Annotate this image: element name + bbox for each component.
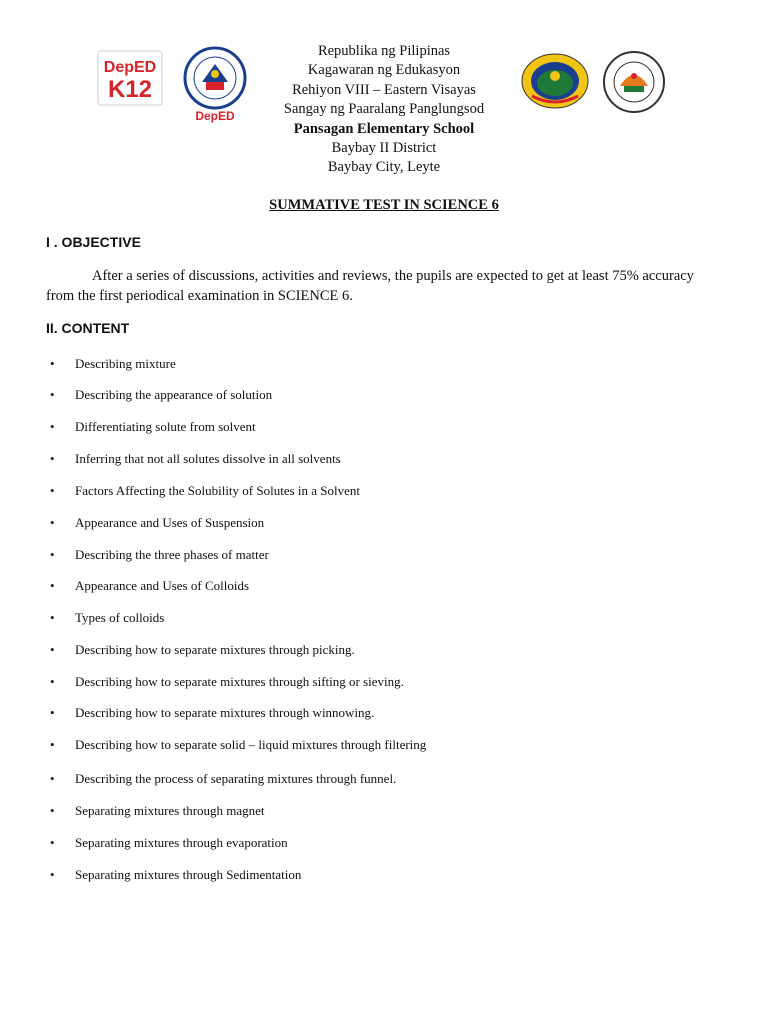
- bullet: •: [50, 451, 55, 466]
- bullet: •: [50, 674, 55, 689]
- k12-logo-line2: K12: [107, 76, 153, 103]
- deped-k12-logo: [97, 50, 163, 106]
- list-item-text: Describing the three phases of matter: [75, 547, 269, 562]
- list-item-text: Describing how to separate mixtures through picking.: [75, 642, 355, 657]
- letterhead: [234, 42, 534, 178]
- list-item-text: Describing how to separate solid – liquid mixtures through filtering: [75, 737, 427, 752]
- bullet: •: [50, 771, 55, 786]
- list-item-text: Describing mixture: [75, 356, 176, 371]
- bullet: •: [50, 867, 55, 882]
- bullet: •: [50, 547, 55, 562]
- list-item-text: Separating mixtures through evaporation: [75, 835, 288, 850]
- header-line: Kagawaran ng Edukasyon: [307, 62, 461, 79]
- content-heading: II. CONTENT: [46, 320, 130, 336]
- list-item-text: Separating mixtures through Sedimentation: [75, 867, 302, 882]
- list-item-text: Appearance and Uses of Colloids: [75, 578, 250, 593]
- header-line: Sangay ng Paaralang Panglungsod: [283, 101, 485, 118]
- list-item-text: Separating mixtures through magnet: [75, 803, 265, 818]
- list-item-text: Describing the appearance of solution: [75, 387, 273, 402]
- bullet: •: [50, 387, 55, 402]
- list-item-text: Appearance and Uses of Suspension: [75, 515, 265, 530]
- sdo-seal-logo: [600, 50, 668, 114]
- bullet: •: [50, 642, 55, 657]
- bullet: •: [50, 610, 55, 625]
- objective-text: After a series of discussions, activities and reviews, the pupils are expected to get at least 75% accuracy from the first periodical examination in SCIENCE 6.: [46, 268, 694, 304]
- bullet: •: [50, 835, 55, 850]
- list-item-text: Describing the process of separating mixtures through funnel.: [75, 771, 397, 786]
- header-line: Baybay II District: [331, 140, 437, 157]
- list-item-text: Differentiating solute from solvent: [75, 419, 256, 434]
- objective-heading: I . OBJECTIVE: [46, 234, 141, 250]
- k12-logo-line1: DepED: [103, 59, 157, 76]
- header-line: Republika ng Pilipinas: [317, 43, 451, 59]
- list-item-text: Types of colloids: [75, 610, 165, 625]
- bullet: •: [50, 419, 55, 434]
- list-item-text: Inferring that not all solutes dissolve in all solvents: [75, 451, 341, 466]
- bullet: •: [50, 356, 55, 371]
- bullet: •: [50, 803, 55, 818]
- header-line: Baybay City, Leyte: [327, 159, 441, 176]
- deped-seal-bottom-text: DepED: [195, 109, 235, 123]
- list-item-text: Describing how to separate mixtures through sifting or sieving.: [75, 674, 404, 689]
- bullet: •: [50, 515, 55, 530]
- document-title: SUMMATIVE TEST IN SCIENCE 6: [269, 197, 499, 213]
- bullet: •: [50, 578, 55, 593]
- bullet: •: [50, 705, 55, 720]
- list-item-text: Describing how to separate mixtures through winnowing.: [75, 705, 375, 720]
- school-name: Pansagan Elementary School: [293, 120, 475, 137]
- bullet: •: [50, 737, 55, 752]
- list-item-text: Factors Affecting the Solubility of Solutes in a Solvent: [75, 483, 361, 498]
- bullet: •: [50, 483, 55, 498]
- objective-paragraph: [46, 266, 696, 306]
- header-line: Rehiyon VIII – Eastern Visayas: [292, 81, 476, 98]
